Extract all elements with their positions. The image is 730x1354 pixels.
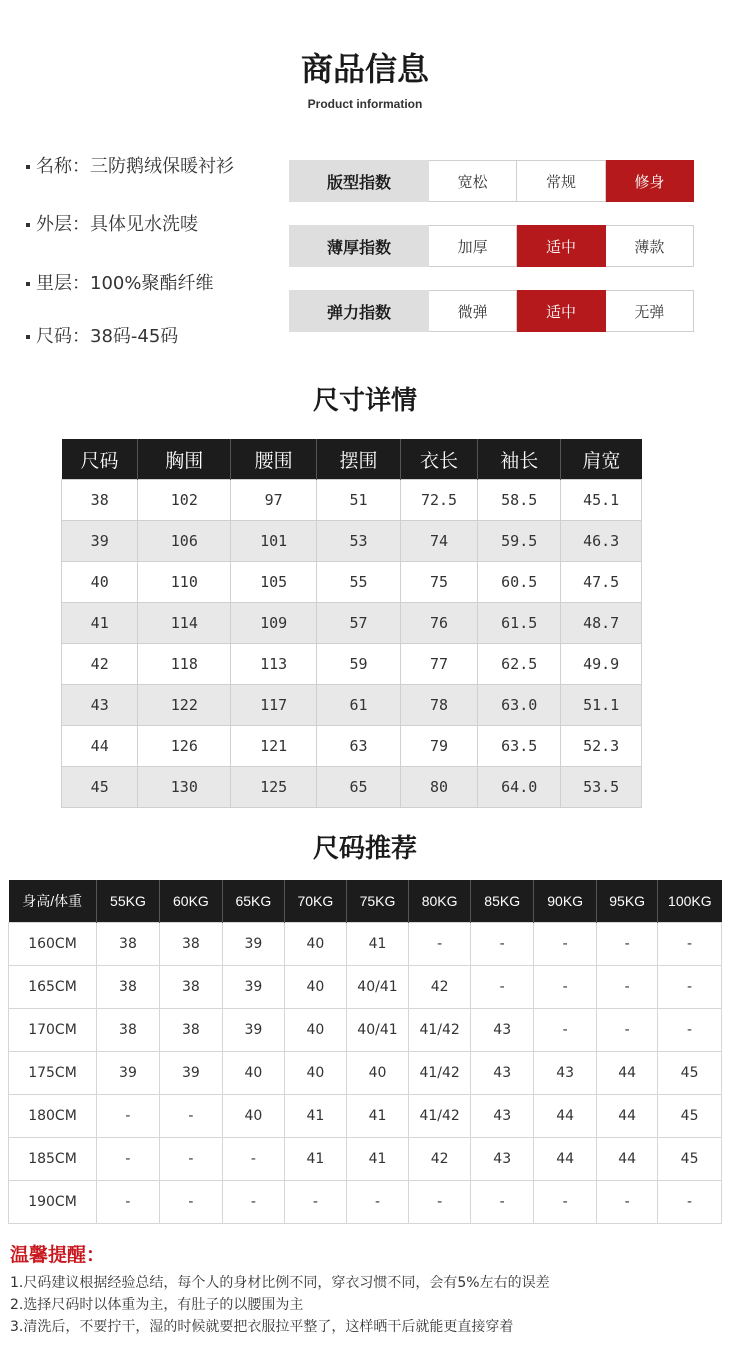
table-cell: 46.3 — [561, 521, 642, 562]
table-cell: 42 — [409, 1138, 471, 1181]
column-header: 65KG — [222, 880, 284, 923]
column-header: 70KG — [284, 880, 346, 923]
table-row — [62, 644, 642, 685]
table-cell: 126 — [138, 726, 231, 767]
table-cell: 175CM — [9, 1052, 97, 1095]
table-cell: 63.0 — [478, 685, 561, 726]
table-cell: 45 — [658, 1052, 722, 1095]
table-cell: 110 — [138, 562, 231, 603]
index-option: 适中 — [517, 225, 605, 267]
table-cell: 62.5 — [478, 644, 561, 685]
table-cell: 41 — [346, 1095, 408, 1138]
table-cell: 60.5 — [478, 562, 561, 603]
table-cell: 40 — [284, 966, 346, 1009]
table-cell: - — [409, 1181, 471, 1224]
table-cell: 109 — [231, 603, 317, 644]
tip-item: 3.清洗后，不要拧干，湿的时候就要把衣服拉平整了，这样晒干后就能更直接穿着 — [10, 1319, 514, 1335]
column-header: 胸围 — [138, 439, 231, 480]
table-cell: - — [96, 1181, 159, 1224]
table-cell: 59.5 — [478, 521, 561, 562]
table-cell: 45.1 — [561, 480, 642, 521]
table-cell: 48.7 — [561, 603, 642, 644]
table-cell: 40 — [62, 562, 138, 603]
table-row — [9, 1181, 722, 1224]
table-cell: - — [409, 923, 471, 966]
table-header-row — [62, 439, 642, 480]
table-cell: 44 — [534, 1138, 597, 1181]
table-cell: 43 — [471, 1009, 534, 1052]
table-cell: 53.5 — [561, 767, 642, 808]
index-label: 薄厚指数 — [289, 225, 429, 267]
table-cell: 38 — [96, 1009, 159, 1052]
table-cell: 47.5 — [561, 562, 642, 603]
index-option: 宽松 — [429, 160, 517, 202]
table-cell: 63.5 — [478, 726, 561, 767]
table-cell: - — [222, 1181, 284, 1224]
page-title: 商品信息 — [300, 50, 429, 88]
column-header: 75KG — [346, 880, 408, 923]
table-cell: 38 — [96, 966, 159, 1009]
table-cell: 39 — [62, 521, 138, 562]
table-cell: 39 — [159, 1052, 222, 1095]
column-header: 85KG — [471, 880, 534, 923]
table-cell: 97 — [231, 480, 317, 521]
page-subtitle: Product information — [307, 97, 423, 111]
table-row — [62, 767, 642, 808]
table-cell: 38 — [62, 480, 138, 521]
table-cell: 44 — [62, 726, 138, 767]
table-cell: 122 — [138, 685, 231, 726]
table-cell: - — [597, 966, 658, 1009]
index-option: 微弹 — [429, 290, 517, 332]
table-cell: - — [284, 1181, 346, 1224]
table-row — [9, 966, 722, 1009]
bullet-icon — [26, 223, 30, 227]
table-cell: 114 — [138, 603, 231, 644]
table-cell: 43 — [62, 685, 138, 726]
column-header: 95KG — [597, 880, 658, 923]
table-cell: 41/42 — [409, 1052, 471, 1095]
table-cell: - — [159, 1095, 222, 1138]
table-cell: 113 — [231, 644, 317, 685]
table-cell: 43 — [471, 1052, 534, 1095]
column-header: 肩宽 — [561, 439, 642, 480]
table-cell: 72.5 — [400, 480, 477, 521]
info-size-range: 尺码：38码-45码 — [26, 322, 178, 348]
table-cell: - — [96, 1095, 159, 1138]
table-cell: 43 — [471, 1138, 534, 1181]
table-cell: 40 — [284, 1009, 346, 1052]
table-cell: 160CM — [9, 923, 97, 966]
table-cell: 102 — [138, 480, 231, 521]
table-cell: 52.3 — [561, 726, 642, 767]
table-cell: - — [597, 923, 658, 966]
table-cell: 117 — [231, 685, 317, 726]
table-cell: 106 — [138, 521, 231, 562]
table-cell: - — [159, 1138, 222, 1181]
table-cell: - — [658, 923, 722, 966]
table-cell: 43 — [471, 1095, 534, 1138]
table-cell: 38 — [159, 966, 222, 1009]
column-header: 80KG — [409, 880, 471, 923]
table-cell: - — [471, 1181, 534, 1224]
table-cell: 55 — [317, 562, 401, 603]
table-cell: 121 — [231, 726, 317, 767]
index-label: 版型指数 — [289, 160, 429, 202]
table-cell: - — [658, 966, 722, 1009]
size-recommend-title: 尺码推荐 — [312, 834, 417, 864]
table-cell: 39 — [96, 1052, 159, 1095]
table-header-row — [9, 880, 722, 923]
table-cell: 64.0 — [478, 767, 561, 808]
elasticity-index-row — [289, 290, 694, 332]
table-cell: 74 — [400, 521, 477, 562]
size-recommend-table — [8, 880, 722, 1224]
table-cell: 57 — [317, 603, 401, 644]
column-header: 90KG — [534, 880, 597, 923]
table-row — [62, 480, 642, 521]
table-cell: 41 — [284, 1138, 346, 1181]
table-cell: 44 — [597, 1052, 658, 1095]
table-cell: 41 — [346, 1138, 408, 1181]
table-row — [9, 923, 722, 966]
table-cell: 61 — [317, 685, 401, 726]
table-cell: 44 — [597, 1095, 658, 1138]
table-cell: 125 — [231, 767, 317, 808]
table-cell: 40/41 — [346, 966, 408, 1009]
column-header: 55KG — [96, 880, 159, 923]
table-row — [9, 1052, 722, 1095]
table-cell: 51 — [317, 480, 401, 521]
table-cell: - — [597, 1181, 658, 1224]
table-cell: 78 — [400, 685, 477, 726]
table-cell: 75 — [400, 562, 477, 603]
table-cell: 49.9 — [561, 644, 642, 685]
table-cell: 42 — [409, 966, 471, 1009]
table-cell: 44 — [534, 1095, 597, 1138]
table-cell: 41 — [346, 923, 408, 966]
column-header: 100KG — [658, 880, 722, 923]
table-cell: 80 — [400, 767, 477, 808]
table-cell: 53 — [317, 521, 401, 562]
table-cell: 45 — [658, 1138, 722, 1181]
table-row — [62, 562, 642, 603]
table-cell: - — [471, 966, 534, 1009]
bullet-icon — [26, 335, 30, 339]
table-cell: 45 — [62, 767, 138, 808]
table-cell: - — [471, 923, 534, 966]
tip-item: 2.选择尺码时以体重为主，有肚子的以腰围为主 — [10, 1297, 304, 1313]
table-row — [9, 1138, 722, 1181]
table-cell: 101 — [231, 521, 317, 562]
column-header: 摆围 — [317, 439, 401, 480]
table-cell: 41 — [62, 603, 138, 644]
thickness-index-row — [289, 225, 694, 267]
table-cell: 38 — [159, 1009, 222, 1052]
table-cell: 42 — [62, 644, 138, 685]
table-cell: 40/41 — [346, 1009, 408, 1052]
table-cell: 77 — [400, 644, 477, 685]
table-cell: 185CM — [9, 1138, 97, 1181]
table-cell: 170CM — [9, 1009, 97, 1052]
table-cell: 63 — [317, 726, 401, 767]
table-cell: 43 — [534, 1052, 597, 1095]
bullet-icon — [26, 165, 30, 169]
table-cell: - — [597, 1009, 658, 1052]
table-cell: 165CM — [9, 966, 97, 1009]
table-cell: 61.5 — [478, 603, 561, 644]
fit-index-row — [289, 160, 694, 202]
tips-title: 温馨提醒： — [10, 1244, 106, 1266]
index-option: 适中 — [517, 290, 605, 332]
table-row — [62, 603, 642, 644]
size-details-table — [61, 439, 642, 808]
table-cell: 38 — [96, 923, 159, 966]
table-cell: - — [222, 1138, 284, 1181]
table-cell: 190CM — [9, 1181, 97, 1224]
info-outer: 外层：具体见水洗唛 — [26, 210, 198, 236]
column-header: 60KG — [159, 880, 222, 923]
index-option: 加厚 — [429, 225, 517, 267]
table-cell: 59 — [317, 644, 401, 685]
table-row — [9, 1095, 722, 1138]
table-cell: 41 — [284, 1095, 346, 1138]
table-cell: - — [534, 923, 597, 966]
index-option: 常规 — [517, 160, 605, 202]
column-header: 尺码 — [62, 439, 138, 480]
table-row — [62, 685, 642, 726]
index-option: 薄款 — [606, 225, 694, 267]
table-cell: 105 — [231, 562, 317, 603]
info-name: 名称：三防鹅绒保暖衬衫 — [26, 152, 234, 178]
table-cell: 41/42 — [409, 1009, 471, 1052]
table-cell: - — [96, 1138, 159, 1181]
table-cell: 40 — [284, 923, 346, 966]
table-cell: - — [534, 1181, 597, 1224]
table-row — [9, 1009, 722, 1052]
tip-item: 1.尺码建议根据经验总结，每个人的身材比例不同，穿衣习惯不同，会有5%左右的误差 — [10, 1275, 550, 1291]
table-cell: 39 — [222, 966, 284, 1009]
table-cell: 38 — [159, 923, 222, 966]
table-row — [62, 521, 642, 562]
table-row — [62, 726, 642, 767]
table-cell: 45 — [658, 1095, 722, 1138]
index-label: 弹力指数 — [289, 290, 429, 332]
info-lining: 里层：100%聚酯纤维 — [26, 269, 213, 295]
size-details-title: 尺寸详情 — [312, 386, 417, 416]
table-cell: 40 — [222, 1095, 284, 1138]
table-cell: 58.5 — [478, 480, 561, 521]
table-cell: 40 — [222, 1052, 284, 1095]
table-cell: - — [534, 966, 597, 1009]
bullet-icon — [26, 282, 30, 286]
index-option: 无弹 — [606, 290, 694, 332]
table-cell: 51.1 — [561, 685, 642, 726]
table-cell: 65 — [317, 767, 401, 808]
table-cell: 40 — [346, 1052, 408, 1095]
table-cell: 79 — [400, 726, 477, 767]
column-header: 袖长 — [478, 439, 561, 480]
table-cell: - — [658, 1009, 722, 1052]
table-cell: - — [159, 1181, 222, 1224]
column-header: 身高/体重 — [9, 880, 97, 923]
table-cell: 40 — [284, 1052, 346, 1095]
table-cell: 180CM — [9, 1095, 97, 1138]
table-cell: 39 — [222, 1009, 284, 1052]
table-cell: - — [346, 1181, 408, 1224]
column-header: 衣长 — [400, 439, 477, 480]
table-cell: 39 — [222, 923, 284, 966]
table-cell: 41/42 — [409, 1095, 471, 1138]
table-cell: 130 — [138, 767, 231, 808]
table-cell: - — [658, 1181, 722, 1224]
table-cell: 76 — [400, 603, 477, 644]
index-option: 修身 — [606, 160, 694, 202]
table-cell: 118 — [138, 644, 231, 685]
table-cell: - — [534, 1009, 597, 1052]
table-cell: 44 — [597, 1138, 658, 1181]
column-header: 腰围 — [231, 439, 317, 480]
